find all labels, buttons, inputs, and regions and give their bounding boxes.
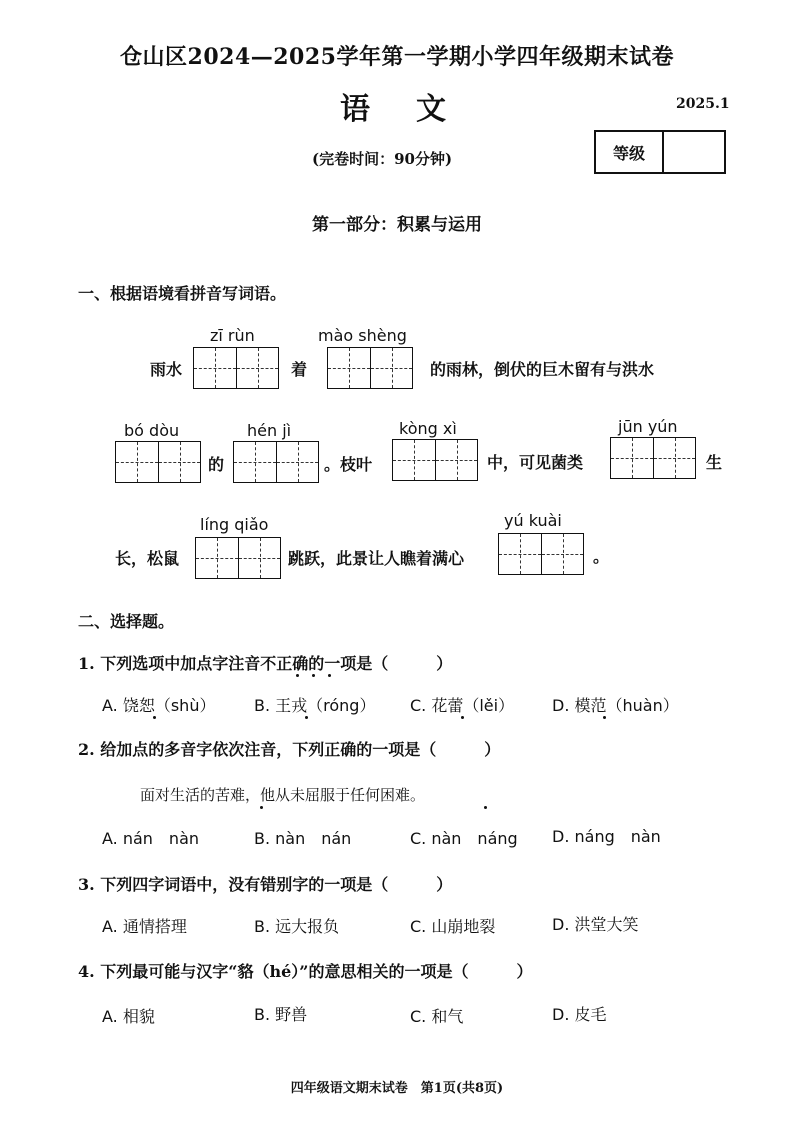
- q1-option-b[interactable]: B. 王戎（róng）: [254, 696, 376, 715]
- emphasis-dot: [603, 716, 606, 719]
- exam-title: 仓山区2024—2025学年第一学期小学四年级期末试卷: [120, 44, 674, 70]
- emphasis-dot: [296, 674, 299, 677]
- section-two-heading: 二、选择题。: [78, 612, 175, 631]
- question-4-stem: 4. 下列最可能与汉字“貉（hé）”的意思相关的一项是（ ）: [78, 962, 533, 981]
- question-3-stem: 3. 下列四字词语中，没有错别字的一项是（ ）: [78, 875, 453, 894]
- page-footer: 四年级语文期末试卷 第1页(共8页): [290, 1081, 504, 1096]
- q2-sentence: 面对生活的苦难，他从未屈服于任何困难。: [140, 786, 426, 804]
- q2-option-d[interactable]: D. náng nàn: [552, 827, 661, 846]
- exam-date: 2025.1: [676, 96, 730, 112]
- pinyin-1: zī rùn: [210, 326, 255, 345]
- emphasis-dot: [328, 674, 331, 677]
- pinyin-6: jūn yún: [618, 417, 678, 436]
- text-r2c: 中，可见菌类: [487, 453, 584, 472]
- grade-label: 等级: [596, 132, 664, 172]
- answer-box-8[interactable]: [498, 533, 584, 575]
- pinyin-2: mào shèng: [318, 326, 407, 345]
- part-one-title: 第一部分：积累与运用: [312, 215, 482, 235]
- text-r1b: 着: [291, 360, 308, 379]
- answer-box-1[interactable]: [193, 347, 279, 389]
- answer-box-7[interactable]: [195, 537, 281, 579]
- q2-option-c[interactable]: C. nàn náng: [410, 829, 518, 848]
- text-r1a: 雨水: [150, 360, 183, 379]
- emphasis-dot: [305, 716, 308, 719]
- emphasis-dot: [153, 716, 156, 719]
- text-r2a: 的: [208, 455, 225, 474]
- q2-option-a[interactable]: A. nán nàn: [102, 829, 200, 848]
- q3-option-d[interactable]: D. 洪堂大笑: [552, 915, 639, 934]
- q4-option-a[interactable]: A. 相貌: [102, 1007, 155, 1026]
- text-r2b: 。枝叶: [324, 455, 373, 474]
- emphasis-dot: [260, 806, 263, 809]
- emphasis-dot: [312, 674, 315, 677]
- grade-box: [594, 130, 726, 174]
- q4-option-c[interactable]: C. 和气: [410, 1007, 464, 1026]
- q2-option-b[interactable]: B. nàn nán: [254, 829, 352, 848]
- answer-box-6[interactable]: [610, 437, 696, 479]
- question-2-stem: 2. 给加点的多音字依次注音，下列正确的一项是（ ）: [78, 740, 501, 759]
- q1-option-d[interactable]: D. 模范（huàn）: [552, 696, 679, 715]
- emphasis-dot: [461, 716, 464, 719]
- q3-option-b[interactable]: B. 远大报负: [254, 917, 340, 936]
- emphasis-dot: [484, 806, 487, 809]
- answer-box-3[interactable]: [115, 441, 201, 483]
- text-r3c: 。: [593, 547, 610, 566]
- answer-box-2[interactable]: [327, 347, 413, 389]
- answer-box-4[interactable]: [233, 441, 319, 483]
- pinyin-8: yú kuài: [504, 511, 562, 530]
- q4-option-d[interactable]: D. 皮毛: [552, 1005, 607, 1024]
- grade-value-field[interactable]: [664, 132, 724, 172]
- section-one-heading: 一、根据语境看拼音写词语。: [78, 284, 287, 303]
- pinyin-7: líng qiǎo: [200, 515, 269, 534]
- exam-duration: (完卷时间：90分钟): [312, 150, 453, 168]
- text-r2d: 生: [706, 453, 723, 472]
- text-r3b: 跳跃，此景让人瞧着满心: [288, 549, 465, 568]
- question-1-stem: 1. 下列选项中加点字注音不正确的一项是（ ）: [78, 654, 453, 673]
- q3-option-a[interactable]: A. 通情搭理: [102, 917, 187, 936]
- q1-option-c[interactable]: C. 花蕾（lěi）: [410, 696, 515, 715]
- text-r1c: 的雨林，倒伏的巨木留有与洪水: [430, 360, 655, 379]
- answer-box-5[interactable]: [392, 439, 478, 481]
- q3-option-c[interactable]: C. 山崩地裂: [410, 917, 496, 936]
- pinyin-4: hén jì: [247, 421, 292, 440]
- text-r3a: 长，松鼠: [115, 549, 180, 568]
- subject-title: 语文: [340, 92, 492, 127]
- pinyin-5: kòng xì: [399, 419, 457, 438]
- q4-option-b[interactable]: B. 野兽: [254, 1005, 308, 1024]
- pinyin-3: bó dòu: [124, 421, 180, 440]
- q1-option-a[interactable]: A. 饶恕（shù）: [102, 696, 216, 715]
